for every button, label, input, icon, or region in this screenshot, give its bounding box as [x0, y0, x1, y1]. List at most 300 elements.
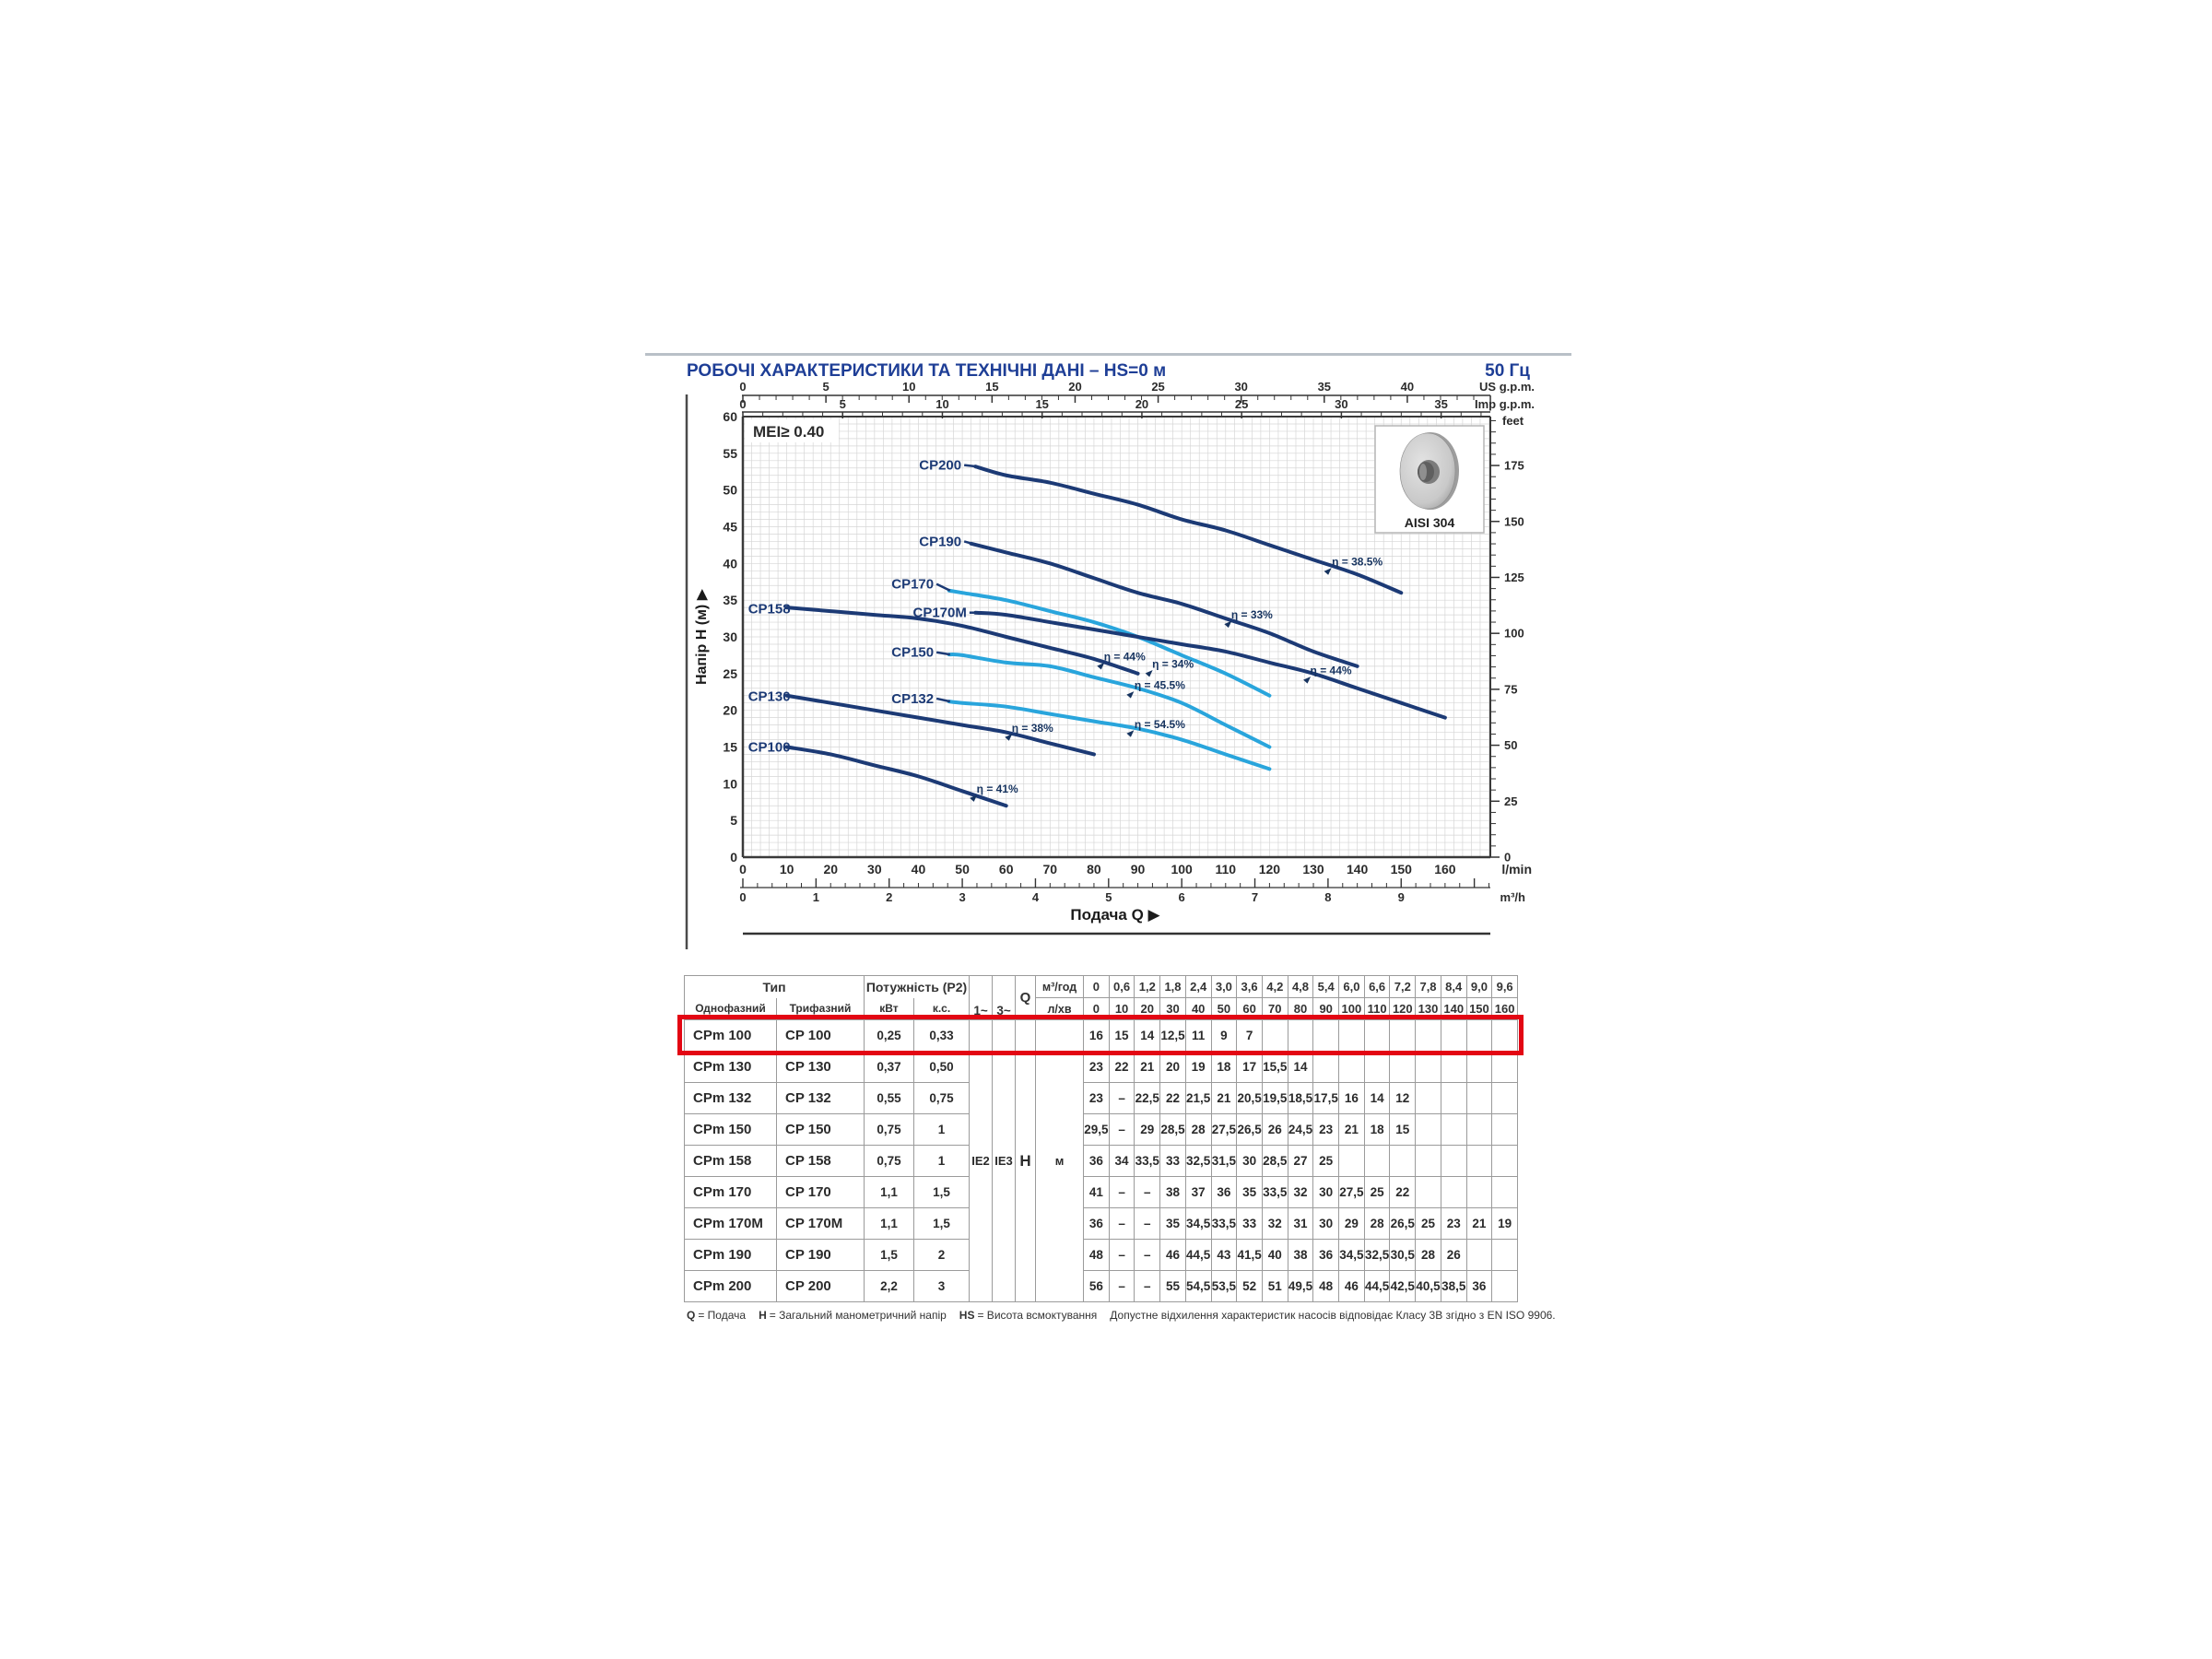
performance-table: [684, 975, 1518, 1302]
m3h-tick: 1: [812, 890, 819, 904]
efficiency-label: η = 54.5%: [1134, 717, 1185, 731]
efficiency-arrow: [1324, 568, 1332, 575]
head-value: 42,5: [1390, 1271, 1416, 1302]
head-value: 46: [1160, 1240, 1186, 1271]
col-header-single-phase: 1~: [970, 976, 993, 1020]
head-value: [1492, 1271, 1518, 1302]
head-value: [1441, 1052, 1466, 1083]
m3h-value-header: 0: [1084, 976, 1110, 998]
head-value: [1492, 1240, 1518, 1271]
head-value: 41,5: [1237, 1240, 1263, 1271]
three-phase-model: CP 150: [777, 1114, 865, 1146]
feet-axis: [1490, 414, 1524, 865]
head-value: 21: [1211, 1083, 1237, 1114]
power-kw: 0,25: [865, 1020, 914, 1052]
lmin-value-header: 50: [1211, 998, 1237, 1020]
lmin-tick: 40: [911, 862, 926, 877]
head-value: [1416, 1020, 1441, 1052]
m3h-value-header: 1,8: [1160, 976, 1186, 998]
head-value: 28: [1416, 1240, 1441, 1271]
head-value: 25: [1313, 1146, 1339, 1177]
y-tick-label: 25: [723, 665, 737, 681]
head-value: 30: [1237, 1146, 1263, 1177]
pump-curves: [748, 458, 1445, 806]
imp-gpm-tick: 25: [1234, 397, 1249, 411]
head-value: 20: [1160, 1052, 1186, 1083]
y-tick-label: 55: [723, 445, 737, 461]
y-axis-title: Напір H (м) ▶: [694, 588, 710, 686]
head-value: 33: [1237, 1208, 1263, 1240]
col-header-power: Потужність (P2): [865, 976, 970, 998]
m3h-tick: 9: [1397, 890, 1405, 904]
mei-label: MEI≥ 0.40: [753, 423, 825, 441]
pump-performance-chart: [645, 373, 1567, 956]
y-tick-label: 50: [723, 482, 737, 498]
curve-label-CP150: CP150: [891, 644, 935, 661]
head-value: 20,5: [1237, 1083, 1263, 1114]
head-value: 23: [1084, 1083, 1110, 1114]
col-header-kw: кВт: [865, 998, 914, 1020]
head-value: –: [1135, 1240, 1160, 1271]
single-phase-model: CPm 132: [685, 1083, 777, 1114]
lmin-value-header: 30: [1160, 998, 1186, 1020]
head-value: 33,5: [1211, 1208, 1237, 1240]
top-divider: [645, 353, 1571, 356]
head-value: 48: [1313, 1271, 1339, 1302]
lmin-value-header: 70: [1262, 998, 1288, 1020]
curve-label-CP190: CP190: [919, 534, 962, 550]
single-phase-model: CPm 158: [685, 1146, 777, 1177]
head-value: [1416, 1052, 1441, 1083]
feet-unit: feet: [1502, 414, 1524, 428]
three-phase-model: CP 130: [777, 1052, 865, 1083]
power-kw: 1,1: [865, 1208, 914, 1240]
head-value: 40,5: [1416, 1271, 1441, 1302]
power-hp: 2: [914, 1240, 970, 1271]
head-value: 16: [1339, 1083, 1365, 1114]
single-phase-model: CPm 200: [685, 1271, 777, 1302]
head-value: [1416, 1146, 1441, 1177]
single-phase-model: CPm 100: [685, 1020, 777, 1052]
y-tick-label: 20: [723, 702, 737, 718]
m3h-value-header: 0,6: [1109, 976, 1135, 998]
head-value: 24,5: [1288, 1114, 1313, 1146]
head-value: 46: [1339, 1271, 1365, 1302]
m3h-axis: [739, 878, 1525, 904]
head-value: 32: [1288, 1177, 1313, 1208]
head-value: 40: [1262, 1240, 1288, 1271]
lmin-value-header: 40: [1185, 998, 1211, 1020]
head-value: [1390, 1052, 1416, 1083]
y-tick-label: 10: [723, 776, 737, 792]
efficiency-arrow: [1126, 691, 1134, 699]
head-value: [1441, 1114, 1466, 1146]
head-value: –: [1135, 1177, 1160, 1208]
head-value: 16: [1084, 1020, 1110, 1052]
head-value: 27,5: [1339, 1177, 1365, 1208]
imp-gpm-tick: 20: [1135, 397, 1149, 411]
head-value: [1441, 1020, 1466, 1052]
efficiency-label: η = 38%: [1011, 721, 1053, 735]
lmin-value-header: 100: [1339, 998, 1365, 1020]
single-phase-model: CPm 190: [685, 1240, 777, 1271]
m3h-value-header: 7,8: [1416, 976, 1441, 998]
head-value: 22: [1160, 1083, 1186, 1114]
feet-tick: 100: [1504, 626, 1524, 641]
head-value: 32,5: [1364, 1240, 1390, 1271]
head-value: [1262, 1020, 1288, 1052]
power-kw: 0,37: [865, 1052, 914, 1083]
head-value: 48: [1084, 1240, 1110, 1271]
head-value: 29: [1135, 1114, 1160, 1146]
head-value: [1416, 1114, 1441, 1146]
table-row-cp170: [685, 1177, 1518, 1208]
power-kw: 1,1: [865, 1177, 914, 1208]
curve-label-CP132: CP132: [891, 690, 935, 707]
head-value: 18: [1364, 1114, 1390, 1146]
efficiency-label: η = 44%: [1310, 664, 1352, 677]
lmin-tick: 70: [1042, 862, 1058, 877]
us-gpm-tick: 10: [901, 380, 916, 394]
head-value: 26,5: [1390, 1208, 1416, 1240]
m3h-tick: 6: [1178, 890, 1185, 904]
us-gpm-tick: 0: [739, 380, 747, 394]
head-value: 32,5: [1185, 1146, 1211, 1177]
power-hp: 0,75: [914, 1083, 970, 1114]
head-value: 22: [1390, 1177, 1416, 1208]
head-value: 28,5: [1160, 1114, 1186, 1146]
power-hp: 0,50: [914, 1052, 970, 1083]
m3h-value-header: 2,4: [1185, 976, 1211, 998]
lmin-value-header: 0: [1084, 998, 1110, 1020]
imp-gpm-axis: [739, 397, 1535, 418]
legend-item: H = Загальний манометричний напір: [759, 1309, 947, 1322]
single-phase-model: CPm 170M: [685, 1208, 777, 1240]
aisi-inset: [1375, 426, 1484, 533]
curve-label-CP100: CP100: [747, 739, 791, 756]
head-value: 30: [1313, 1208, 1339, 1240]
feet-tick: 25: [1504, 794, 1518, 808]
power-hp: 1: [914, 1114, 970, 1146]
three-phase-model: CP 132: [777, 1083, 865, 1114]
imp-gpm-tick: 10: [935, 397, 949, 411]
head-value: 18: [1211, 1052, 1237, 1083]
head-value: [1492, 1083, 1518, 1114]
head-value: 15: [1390, 1114, 1416, 1146]
curve-label-CP200: CP200: [919, 457, 962, 474]
head-value: [1339, 1020, 1365, 1052]
head-value: 34,5: [1185, 1208, 1211, 1240]
m3h-value-header: 8,4: [1441, 976, 1466, 998]
us-gpm-tick: 15: [985, 380, 999, 394]
head-value: [1441, 1083, 1466, 1114]
us-gpm-tick: 40: [1400, 380, 1415, 394]
table-row-cp132: [685, 1083, 1518, 1114]
head-value: 18,5: [1288, 1083, 1313, 1114]
head-value: 29,5: [1084, 1114, 1110, 1146]
efficiency-label: η = 44%: [1103, 650, 1146, 664]
lmin-tick: 50: [955, 862, 970, 877]
m3h-value-header: 7,2: [1390, 976, 1416, 998]
head-value: 28: [1364, 1208, 1390, 1240]
col-header-type: Тип: [685, 976, 865, 998]
head-value: [1466, 1052, 1492, 1083]
head-value: 22,5: [1135, 1083, 1160, 1114]
imp-gpm-tick: 15: [1035, 397, 1049, 411]
lmin-tick: 100: [1171, 862, 1193, 877]
head-value: –: [1109, 1114, 1135, 1146]
three-phase-model: CP 170M: [777, 1208, 865, 1240]
feet-tick: 150: [1504, 514, 1524, 529]
lmin-value-header: 140: [1441, 998, 1466, 1020]
head-value: [1492, 1052, 1518, 1083]
lmin-value-header: 120: [1390, 998, 1416, 1020]
m3h-tick: 3: [959, 890, 966, 904]
head-value: 35: [1237, 1177, 1263, 1208]
head-value: 51: [1262, 1271, 1288, 1302]
head-value: –: [1109, 1240, 1135, 1271]
head-value: –: [1109, 1083, 1135, 1114]
head-value: [1466, 1114, 1492, 1146]
footnote: [687, 1309, 1556, 1322]
efficiency-label: η = 33%: [1230, 608, 1273, 622]
head-value: 33,5: [1135, 1146, 1160, 1177]
lmin-tick: 20: [823, 862, 839, 877]
head-value: 53,5: [1211, 1271, 1237, 1302]
head-value: 36: [1084, 1146, 1110, 1177]
curve-label-CP130: CP130: [747, 688, 791, 705]
aisi-label: AISI 304: [1404, 515, 1455, 530]
table-header-row-2: [685, 998, 1518, 1020]
head-value: 38: [1288, 1240, 1313, 1271]
legend-item: HS = Висота всмоктування: [959, 1309, 1098, 1322]
head-value: –: [1109, 1177, 1135, 1208]
lmin-tick: 150: [1390, 862, 1412, 877]
head-value: 25: [1364, 1177, 1390, 1208]
m3h-value-header: 3,6: [1237, 976, 1263, 998]
head-value: 27: [1288, 1146, 1313, 1177]
head-value: 22: [1109, 1052, 1135, 1083]
head-value: 14: [1364, 1083, 1390, 1114]
head-value: 19: [1185, 1052, 1211, 1083]
head-value: 38,5: [1441, 1271, 1466, 1302]
head-value: 26: [1441, 1240, 1466, 1271]
m3h-value-header: 1,2: [1135, 976, 1160, 998]
footnote-legend: [687, 1309, 1110, 1322]
imp-gpm-unit: Imp g.p.m.: [1475, 397, 1535, 411]
head-value: 28: [1185, 1114, 1211, 1146]
x-axis-title: Подача Q ▶: [1070, 906, 1160, 924]
lmin-axis: [739, 862, 1532, 877]
head-value: [1492, 1146, 1518, 1177]
feet-tick: 175: [1504, 458, 1524, 473]
head-value: 23: [1441, 1208, 1466, 1240]
efficiency-label: η = 45.5%: [1134, 678, 1185, 692]
head-value: [1466, 1146, 1492, 1177]
head-value: 38: [1160, 1177, 1186, 1208]
head-value: 30: [1313, 1177, 1339, 1208]
head-value: [1416, 1083, 1441, 1114]
lmin-tick: 160: [1434, 862, 1456, 877]
lmin-tick: 0: [739, 862, 747, 877]
col-header-singlephase-type: Однофазний: [685, 998, 777, 1020]
lmin-value-header: 10: [1109, 998, 1135, 1020]
lmin-tick: 110: [1215, 862, 1237, 877]
power-hp: 1,5: [914, 1177, 970, 1208]
head-value: 30,5: [1390, 1240, 1416, 1271]
head-value: [1313, 1052, 1339, 1083]
head-value: 44,5: [1185, 1240, 1211, 1271]
power-kw: 0,75: [865, 1114, 914, 1146]
curve-label-CP170: CP170: [891, 576, 935, 593]
lmin-tick: 120: [1258, 862, 1281, 877]
head-value: 34: [1109, 1146, 1135, 1177]
lmin-value-header: 150: [1466, 998, 1492, 1020]
m3h-tick: 2: [886, 890, 893, 904]
head-value: 26: [1262, 1114, 1288, 1146]
head-value: 19,5: [1262, 1083, 1288, 1114]
head-value: 31: [1288, 1208, 1313, 1240]
head-value: [1492, 1177, 1518, 1208]
single-phase-model: CPm 170: [685, 1177, 777, 1208]
head-value: [1466, 1083, 1492, 1114]
head-value: 12: [1390, 1083, 1416, 1114]
power-kw: 1,5: [865, 1240, 914, 1271]
m3h-value-header: 4,2: [1262, 976, 1288, 998]
head-value: 7: [1237, 1020, 1263, 1052]
power-hp: 3: [914, 1271, 970, 1302]
head-value: [1364, 1052, 1390, 1083]
head-value: 21: [1339, 1114, 1365, 1146]
head-value: 36: [1211, 1177, 1237, 1208]
m3h-tick: 5: [1105, 890, 1112, 904]
lmin-value-header: 130: [1416, 998, 1441, 1020]
efficiency-arrow: [1126, 730, 1134, 737]
efficiency-labels: [970, 556, 1382, 802]
power-hp: 0,33: [914, 1020, 970, 1052]
col-header-lmin: л/хв: [1036, 998, 1084, 1020]
lmin-unit: l/min: [1501, 862, 1532, 877]
head-value: –: [1135, 1271, 1160, 1302]
head-value: 14: [1135, 1020, 1160, 1052]
y-tick-label: 35: [723, 593, 737, 608]
head-value: [1416, 1177, 1441, 1208]
power-kw: 0,75: [865, 1146, 914, 1177]
head-value: 37: [1185, 1177, 1211, 1208]
head-value: 23: [1313, 1114, 1339, 1146]
three-phase-model: CP 170: [777, 1177, 865, 1208]
lmin-value-header: 60: [1237, 998, 1263, 1020]
us-gpm-unit: US g.p.m.: [1479, 380, 1535, 394]
y-tick-label: 45: [723, 519, 737, 535]
efficiency-label: η = 38.5%: [1332, 555, 1383, 569]
head-value: 34,5: [1339, 1240, 1365, 1271]
m3h-value-header: 9,0: [1466, 976, 1492, 998]
page-title: РОБОЧІ ХАРАКТЕРИСТИКИ ТА ТЕХНІЧНІ ДАНІ – HS=0 м: [687, 361, 1167, 381]
head-value: –: [1109, 1208, 1135, 1240]
head-value: 56: [1084, 1271, 1110, 1302]
table-row-cp158: [685, 1146, 1518, 1177]
y-axis: [694, 409, 737, 865]
y-tick-label: 40: [723, 556, 737, 571]
head-value: [1364, 1146, 1390, 1177]
col-header-threephase-type: Трифазний: [777, 998, 865, 1020]
y-tick-label: 0: [730, 850, 737, 865]
head-value: [1492, 1114, 1518, 1146]
lmin-tick: 30: [867, 862, 882, 877]
head-value: 25: [1416, 1208, 1441, 1240]
m3h-tick: 7: [1251, 890, 1259, 904]
head-value: 19: [1492, 1208, 1518, 1240]
head-value: [1441, 1177, 1466, 1208]
head-value: 14: [1288, 1052, 1313, 1083]
imp-gpm-tick: 0: [739, 397, 747, 411]
lmin-value-header: 80: [1288, 998, 1313, 1020]
head-value: [1492, 1020, 1518, 1052]
head-value: [1390, 1020, 1416, 1052]
col-header-q: Q: [1016, 976, 1036, 1020]
table-row-cp150: [685, 1114, 1518, 1146]
head-value: [1441, 1146, 1466, 1177]
imp-gpm-tick: 30: [1335, 397, 1348, 411]
head-value: [1339, 1052, 1365, 1083]
head-value: 27,5: [1211, 1114, 1237, 1146]
lmin-value-header: 110: [1364, 998, 1390, 1020]
m3h-value-header: 6,0: [1339, 976, 1365, 998]
head-value: 21: [1135, 1052, 1160, 1083]
feet-tick: 125: [1504, 570, 1524, 584]
head-value: 31,5: [1211, 1146, 1237, 1177]
lmin-tick: 130: [1302, 862, 1324, 877]
legend-item: Q = Подача: [687, 1309, 747, 1322]
y-tick-label: 5: [730, 813, 737, 829]
single-phase-model: CPm 130: [685, 1052, 777, 1083]
head-value: 21: [1466, 1208, 1492, 1240]
us-gpm-tick: 5: [822, 380, 830, 394]
three-phase-model: CP 158: [777, 1146, 865, 1177]
ie3-class: IE3: [993, 1020, 1016, 1302]
three-phase-model: CP 200: [777, 1271, 865, 1302]
feet-tick: 50: [1504, 738, 1518, 753]
head-value: 55: [1160, 1271, 1186, 1302]
col-header-three-phase: 3~: [993, 976, 1016, 1020]
head-value: 17,5: [1313, 1083, 1339, 1114]
curve-label-CP158: CP158: [747, 601, 791, 618]
lmin-value-header: 90: [1313, 998, 1339, 1020]
head-value: [1313, 1020, 1339, 1052]
head-value: 54,5: [1185, 1271, 1211, 1302]
lmin-tick: 10: [779, 862, 794, 877]
power-hp: 1: [914, 1146, 970, 1177]
power-hp: 1,5: [914, 1208, 970, 1240]
head-value: 23: [1084, 1052, 1110, 1083]
head-unit: м: [1036, 1020, 1084, 1302]
us-gpm-tick: 35: [1317, 380, 1332, 394]
m3h-value-header: 5,4: [1313, 976, 1339, 998]
y-tick-label: 15: [723, 739, 737, 755]
head-value: [1364, 1020, 1390, 1052]
head-value: 9: [1211, 1020, 1237, 1052]
m3h-value-header: 4,8: [1288, 976, 1313, 998]
lmin-tick: 60: [998, 862, 1014, 877]
head-value: [1339, 1146, 1365, 1177]
lmin-value-header: 20: [1135, 998, 1160, 1020]
head-value: 15,5: [1262, 1052, 1288, 1083]
m3h-tick: 8: [1324, 890, 1332, 904]
table-header-row-1: [685, 976, 1518, 998]
head-value: 32: [1262, 1208, 1288, 1240]
m3h-value-header: 3,0: [1211, 976, 1237, 998]
